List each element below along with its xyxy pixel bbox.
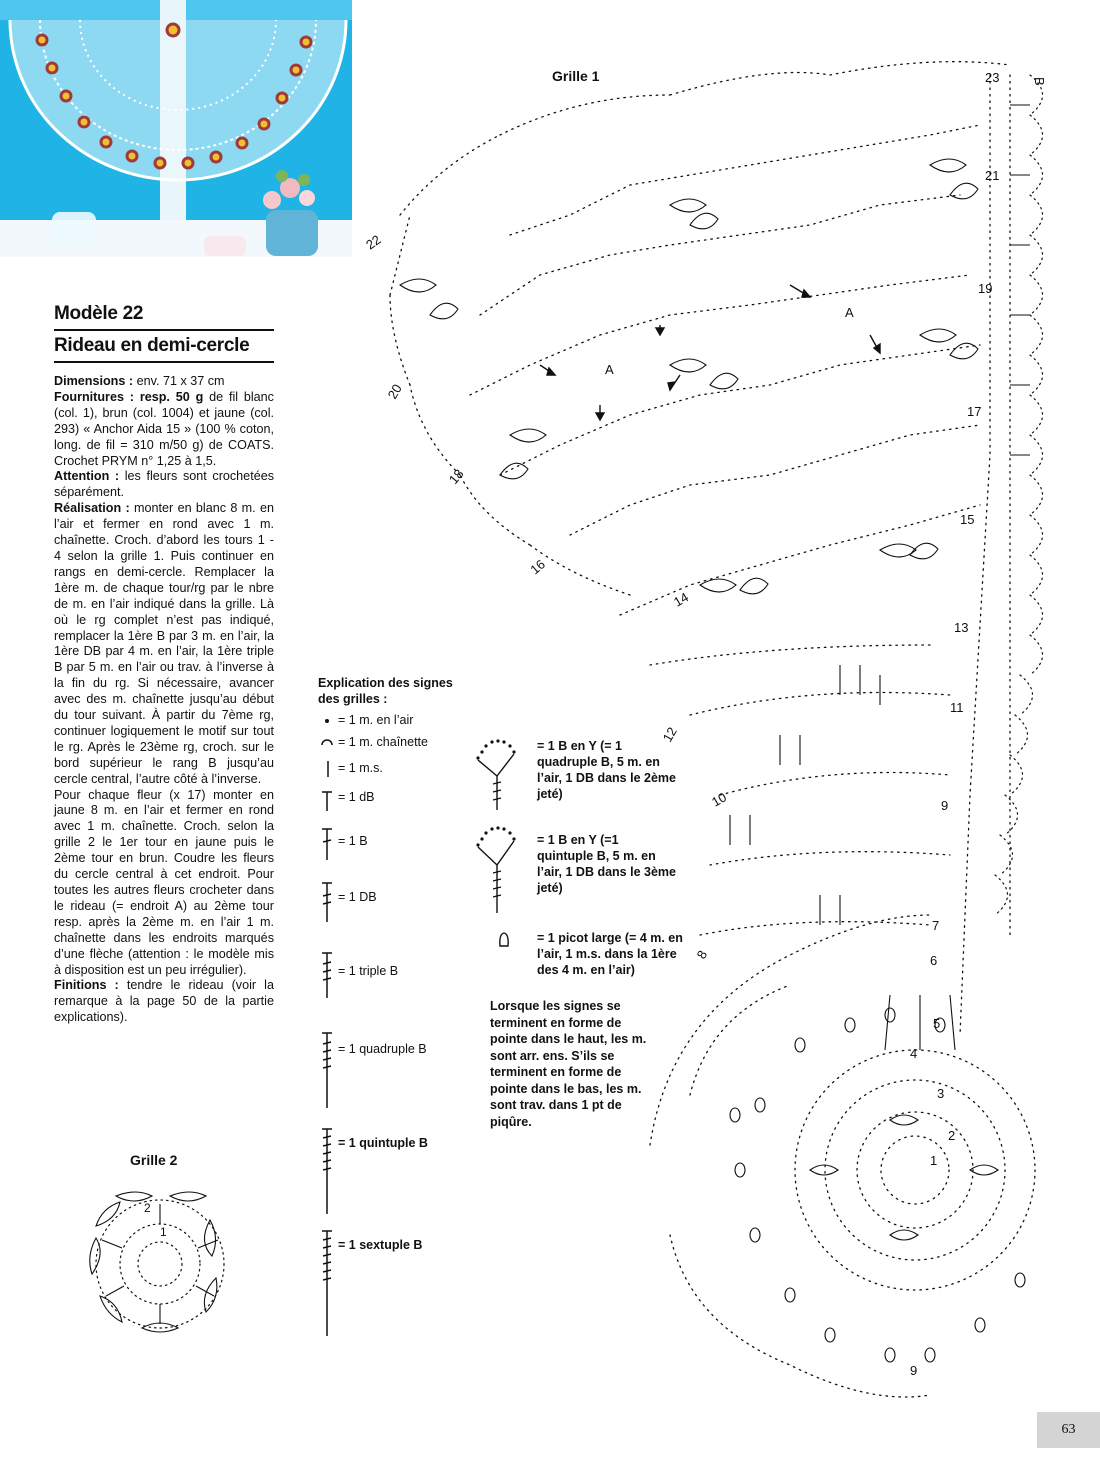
row-13: 13 — [954, 620, 969, 635]
row-15: 15 — [960, 512, 975, 527]
legend-picot: = 1 picot large (= 4 m. en l’air, 1 m.s. dans la 1ère des 4 m. en l’air) — [537, 931, 683, 977]
realisation-text: monter en blanc 8 m. en l’air et fermer en rond avec 1 m. chaînette. Croch. d’abord les tours 1 - 4 selon la grille 1. Puis continuer en rangs en demi-cercle. Remplacer la 1ère m. de chaque tour/rg par le nbre de m. en l’air indiqué dans la grille. Là où le rg complet n’est pas indiqué, remplacer la 1ère B par 3 m. en l’air, la 1ère DB par 4 m. en l’air, la 1ère triple B par 5 m. en l’air ou trav. à l’inverse à la fin du rg. Si nécessaire, avancer avec des m. chaînette jusqu’au début du tour suivant. À partir du 7ème rg, continuer logiquement le motif sur tout le rg. Après le 23ème rg, croch. sur le bord supérieur le rang B jusqu’au cercle central, l’autre côté à l’inverse. — [54, 501, 274, 786]
grid2-label: Grille 2 — [130, 1152, 178, 1168]
realisation-label: Réalisation : — [54, 501, 130, 516]
row-7: 7 — [932, 918, 940, 933]
legend-double-label: = 1 B — [338, 834, 368, 848]
row-12: 12 — [659, 724, 680, 745]
finishing-label: Finitions : — [54, 978, 119, 993]
row-8: 8 — [693, 947, 711, 962]
row-19: 19 — [978, 281, 993, 296]
row-20: 20 — [384, 381, 405, 402]
supplies-text: de fil blanc (col. 1), brun (col. 1004) et jaune (col. 293) « Anchor Aida 15 » (100 % coton, long. de fil = 310 m/50 g) de COATS. Crochet PRYM n° 1,25 à 1,5. — [54, 389, 274, 468]
row-1: 1 — [930, 1153, 938, 1168]
legend-half-double-label: = 1 dB — [338, 790, 375, 804]
legend-slip-stitch-label: = 1 m. chaînette — [338, 735, 428, 749]
row-22: 22 — [363, 231, 384, 253]
realisation-para — [54, 501, 274, 787]
row-16: 16 — [527, 556, 549, 578]
instructions — [54, 374, 274, 1026]
legend-triple-treble-label: = 1 triple B — [338, 964, 399, 978]
dimensions-text: env. 71 x 37 cm — [133, 374, 225, 388]
curtain-photo-illustration — [0, 0, 352, 257]
row-2: 2 — [948, 1128, 956, 1143]
row-3: 3 — [937, 1086, 945, 1101]
grid2-row-2: 2 — [144, 1201, 151, 1215]
supplies-label: Fournitures : resp. 50 g — [54, 389, 204, 404]
model-title: Modèle 22 — [54, 303, 274, 331]
row-10: 10 — [709, 789, 730, 810]
legend-sextuple-label: = 1 sextuple B — [338, 1238, 423, 1252]
legend-treble-label: = 1 DB — [338, 890, 377, 904]
area-a-right: A — [845, 305, 854, 320]
legend-quintuple-label: = 1 quintuple B — [338, 1136, 428, 1150]
legend-y-stitch-2: = 1 B en Y (=1 quintuple B, 5 m. en l’air, 1 DB dans le 3ème jeté) — [537, 833, 676, 895]
row-11: 11 — [950, 700, 964, 715]
grid1-label: Grille 1 — [552, 68, 600, 84]
legend-note: Lorsque les signes se terminent en forme de pointe dans le haut, les m. sont arr. ens. S’ils se terminent en forme de pointe dans le bas, les m. sont trav. dans 1 pt de piqûre. — [490, 999, 647, 1129]
row-17: 17 — [967, 404, 982, 419]
area-a-left: A — [605, 362, 614, 377]
legend-y-stitch-1: = 1 B en Y (= 1 quadruple B, 5 m. en l’air, 1 DB dans le 2ème jeté) — [537, 739, 676, 801]
row-18: 18 — [445, 466, 467, 487]
attention-text: les fleurs sont crochetées séparément. — [54, 469, 274, 500]
legend-title: Explication des signes des grilles : — [318, 676, 453, 706]
attention-para — [54, 469, 274, 501]
supplies-para — [54, 390, 274, 470]
flowers-para: Pour chaque fleur (x 17) monter en jaune 8 m. en l’air et fermer en rond avec 1 m. chaînette. Croch. selon la grille 2 le 1er tour en jaune puis le 2ème tour en brun. Coudre les fleurs du cercle central à cet endroit. Pour toutes les autres fleurs crocheter dans le rideau (= endroit A) au 2ème tour resp. après la 2ème m. en l’air 1 m. chaînette dans les endroits marqués d’une flèche (attention : le modèle mis à disposition est un peu irrégulier). — [54, 787, 274, 977]
legend-chain-stitch-label: = 1 m. en l’air — [338, 713, 414, 727]
dimensions-label: Dimensions : — [54, 374, 134, 388]
row-4: 4 — [910, 1046, 918, 1061]
row-5: 5 — [933, 1016, 941, 1031]
finishing-para — [54, 978, 274, 1026]
legend-single-crochet-label: = 1 m.s. — [338, 761, 383, 775]
curtain-photo — [0, 0, 352, 257]
row-9-bottom: 9 — [910, 1363, 918, 1378]
row-21: 21 — [985, 168, 1000, 183]
attention-label: Attention : — [54, 469, 120, 484]
grid2-diagram — [78, 1178, 248, 1348]
grid2-row-1: 1 — [160, 1225, 167, 1239]
finishing-text: tendre le rideau (voir la remarque à la page 50 de la partie explications). — [54, 978, 274, 1025]
row-6: 6 — [930, 953, 938, 968]
model-title-block — [54, 303, 274, 363]
dimensions-para — [54, 374, 274, 390]
page-number: 63 — [1037, 1412, 1100, 1448]
model-subtitle: Rideau en demi-cercle — [54, 335, 274, 363]
row-23: 23 — [985, 70, 1000, 85]
row-9: 9 — [941, 798, 949, 813]
row-14: 14 — [671, 589, 692, 610]
edge-b-label: B — [1032, 77, 1047, 86]
legend-quadruple-label: = 1 quadruple B — [338, 1042, 427, 1056]
